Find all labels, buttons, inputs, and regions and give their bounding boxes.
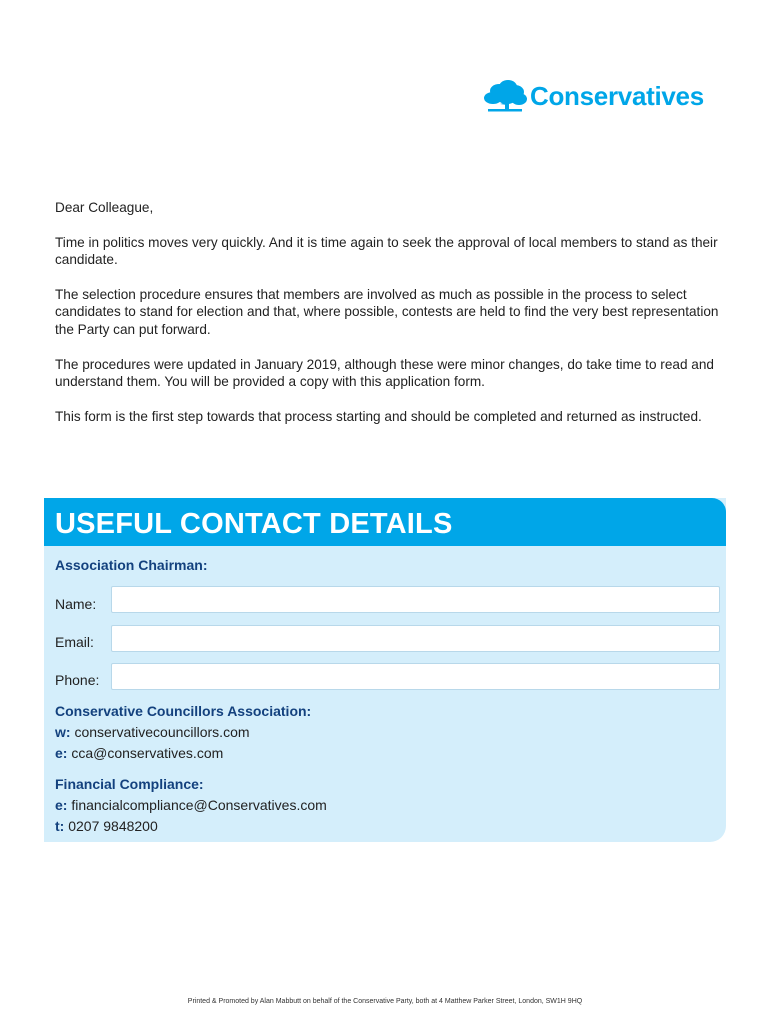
email-input[interactable] — [111, 625, 720, 652]
finance-email — [55, 797, 327, 813]
name-label: Name: — [55, 596, 97, 612]
conservatives-logo — [482, 78, 704, 114]
panel-header — [44, 498, 726, 546]
cca-email — [55, 745, 223, 761]
cca-website-value: conservativecouncillors.com — [74, 724, 250, 740]
finance-email-value: financialcompliance@Conservatives.com — [71, 797, 327, 813]
cca-heading: Conservative Councillors Association: — [55, 703, 312, 719]
letter-paragraph: Time in politics moves very quickly. And it is time again to seek the approval of local members to stand as their candidate. — [55, 234, 718, 268]
email-prefix: e: — [55, 797, 68, 813]
cca-email-value: cca@conservatives.com — [71, 745, 224, 761]
chairman-heading: Association Chairman: — [55, 557, 208, 573]
finance-phone-value: 0207 9848200 — [68, 818, 158, 834]
cca-website — [55, 724, 250, 740]
phone-prefix: t: — [55, 818, 65, 834]
tree-icon — [482, 78, 528, 114]
letter-body — [55, 199, 720, 442]
finance-phone — [55, 818, 158, 834]
panel-title: USEFUL CONTACT DETAILS — [55, 508, 453, 540]
email-label: Email: — [55, 634, 94, 650]
greeting: Dear Colleague, — [55, 200, 154, 215]
logo-text: Conservatives — [530, 80, 704, 111]
finance-heading: Financial Compliance: — [55, 776, 204, 792]
letter-paragraph: The selection procedure ensures that members are involved as much as possible in the process to select candidates to stand for election and that, where possible, contests are held to find the very best representation the Party can put forward. — [55, 286, 719, 337]
letter-paragraph: This form is the first step towards that process starting and should be completed and returned as instructed. — [55, 408, 702, 424]
phone-label: Phone: — [55, 672, 100, 688]
footer-imprint: Printed & Promoted by Alan Mabbutt on behalf of the Conservative Party, both at 4 Matthew Parker Street, London, SW1H 9HQ — [187, 998, 583, 1005]
name-input[interactable] — [111, 586, 720, 613]
contact-details-panel — [44, 498, 726, 842]
phone-input[interactable] — [111, 663, 720, 690]
letter-paragraph: The procedures were updated in January 2019, although these were minor changes, do take time to read and understand them. You will be provided a copy with this application form. — [55, 356, 714, 390]
email-prefix: e: — [55, 745, 68, 761]
web-prefix: w: — [55, 724, 71, 740]
